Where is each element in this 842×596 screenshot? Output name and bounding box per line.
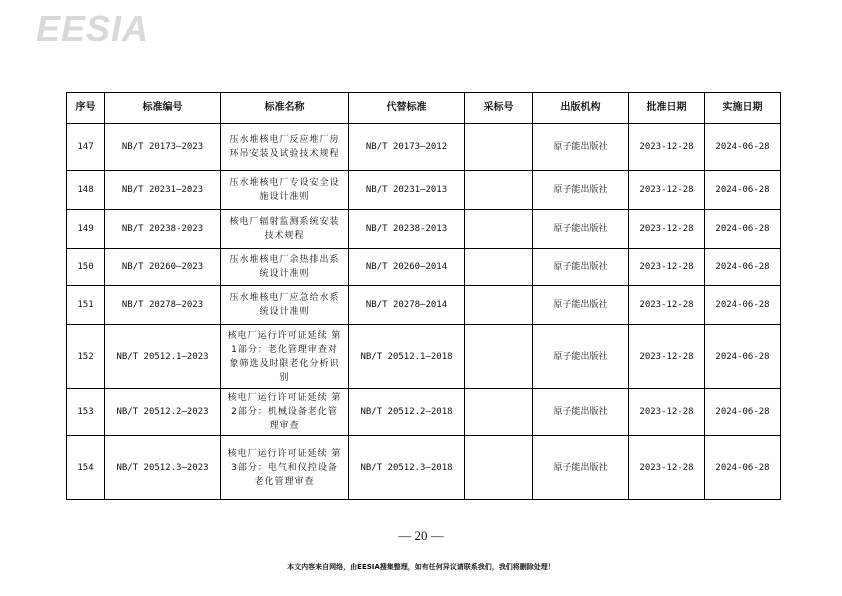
row-name: 压水堆核电厂余热排出系统设计准则 — [221, 249, 349, 286]
row-code: NB/T 20173—2023 — [105, 124, 221, 171]
table-header-row — [67, 93, 781, 124]
col-header-code: 标准编号 — [105, 93, 221, 124]
row-no: 150 — [67, 249, 105, 286]
row-adopted — [465, 389, 533, 436]
col-header-approved: 批准日期 — [629, 93, 705, 124]
row-name: 压水堆核电厂专设安全设施设计准则 — [221, 171, 349, 210]
row-approved: 2023-12-28 — [629, 436, 705, 500]
row-name: 压水堆核电厂应急给水系统设计准则 — [221, 286, 349, 325]
row-effective: 2024-06-28 — [705, 210, 781, 249]
row-effective: 2024-06-28 — [705, 249, 781, 286]
page-number: — 20 — — [398, 528, 444, 543]
row-code: NB/T 20278—2023 — [105, 286, 221, 325]
row-approved: 2023-12-28 — [629, 124, 705, 171]
table-row — [67, 210, 781, 249]
row-adopted — [465, 436, 533, 500]
row-approved: 2023-12-28 — [629, 210, 705, 249]
row-replaces: NB/T 20260—2014 — [349, 249, 465, 286]
row-approved: 2023-12-28 — [629, 389, 705, 436]
row-name: 核电厂运行许可证延续 第1部分：老化管理审查对象筛选及时限老化分析识别 — [221, 325, 349, 389]
row-adopted — [465, 325, 533, 389]
row-code: NB/T 20512.3—2023 — [105, 436, 221, 500]
row-replaces: NB/T 20173—2012 — [349, 124, 465, 171]
standards-table — [66, 92, 781, 500]
col-header-publisher: 出版机构 — [533, 93, 629, 124]
row-replaces: NB/T 20238-2013 — [349, 210, 465, 249]
col-header-effective: 实施日期 — [705, 93, 781, 124]
table-row — [67, 325, 781, 389]
row-no: 152 — [67, 325, 105, 389]
row-no: 148 — [67, 171, 105, 210]
row-effective: 2024-06-28 — [705, 325, 781, 389]
row-no: 149 — [67, 210, 105, 249]
table-row — [67, 124, 781, 171]
row-replaces: NB/T 20231—2013 — [349, 171, 465, 210]
row-no: 151 — [67, 286, 105, 325]
row-adopted — [465, 286, 533, 325]
row-effective: 2024-06-28 — [705, 286, 781, 325]
row-effective: 2024-06-28 — [705, 124, 781, 171]
row-publisher: 原子能出版社 — [533, 171, 629, 210]
row-name: 核电厂运行许可证延续 第3部分：电气和仪控设备老化管理审查 — [221, 436, 349, 500]
row-no: 147 — [67, 124, 105, 171]
footer-disclaimer: 本文内容来自网络，由EESIA搜集整理，如有任何异议请联系我们，我们将删除处理！ — [287, 563, 555, 571]
row-name: 压水堆核电厂反应堆厂房环吊安装及试验技术规程 — [221, 124, 349, 171]
row-publisher: 原子能出版社 — [533, 286, 629, 325]
row-publisher: 原子能出版社 — [533, 389, 629, 436]
row-adopted — [465, 249, 533, 286]
row-code: NB/T 20238-2023 — [105, 210, 221, 249]
table-row — [67, 286, 781, 325]
col-header-name: 标准名称 — [221, 93, 349, 124]
row-approved: 2023-12-28 — [629, 286, 705, 325]
row-adopted — [465, 210, 533, 249]
row-replaces: NB/T 20512.1—2018 — [349, 325, 465, 389]
row-publisher: 原子能出版社 — [533, 436, 629, 500]
row-code: NB/T 20512.2—2023 — [105, 389, 221, 436]
row-effective: 2024-06-28 — [705, 436, 781, 500]
row-no: 154 — [67, 436, 105, 500]
row-name: 核电厂辐射监测系统安装技术规程 — [221, 210, 349, 249]
col-header-adopted: 采标号 — [465, 93, 533, 124]
row-publisher: 原子能出版社 — [533, 325, 629, 389]
row-publisher: 原子能出版社 — [533, 124, 629, 171]
row-effective: 2024-06-28 — [705, 171, 781, 210]
row-code: NB/T 20260—2023 — [105, 249, 221, 286]
row-name: 核电厂运行许可证延续 第2部分：机械设备老化管理审查 — [221, 389, 349, 436]
table-row — [67, 249, 781, 286]
col-header-no: 序号 — [67, 93, 105, 124]
col-header-replaces: 代替标准 — [349, 93, 465, 124]
eesia-logo: EESIA — [36, 8, 150, 49]
table-row — [67, 436, 781, 500]
row-adopted — [465, 124, 533, 171]
row-publisher: 原子能出版社 — [533, 249, 629, 286]
row-code: NB/T 20512.1—2023 — [105, 325, 221, 389]
table-row — [67, 171, 781, 210]
row-replaces: NB/T 20512.3—2018 — [349, 436, 465, 500]
row-no: 153 — [67, 389, 105, 436]
row-publisher: 原子能出版社 — [533, 210, 629, 249]
row-approved: 2023-12-28 — [629, 171, 705, 210]
row-code: NB/T 20231—2023 — [105, 171, 221, 210]
row-effective: 2024-06-28 — [705, 389, 781, 436]
row-replaces: NB/T 20278—2014 — [349, 286, 465, 325]
row-adopted — [465, 171, 533, 210]
row-approved: 2023-12-28 — [629, 325, 705, 389]
table-row — [67, 389, 781, 436]
row-replaces: NB/T 20512.2—2018 — [349, 389, 465, 436]
row-approved: 2023-12-28 — [629, 249, 705, 286]
